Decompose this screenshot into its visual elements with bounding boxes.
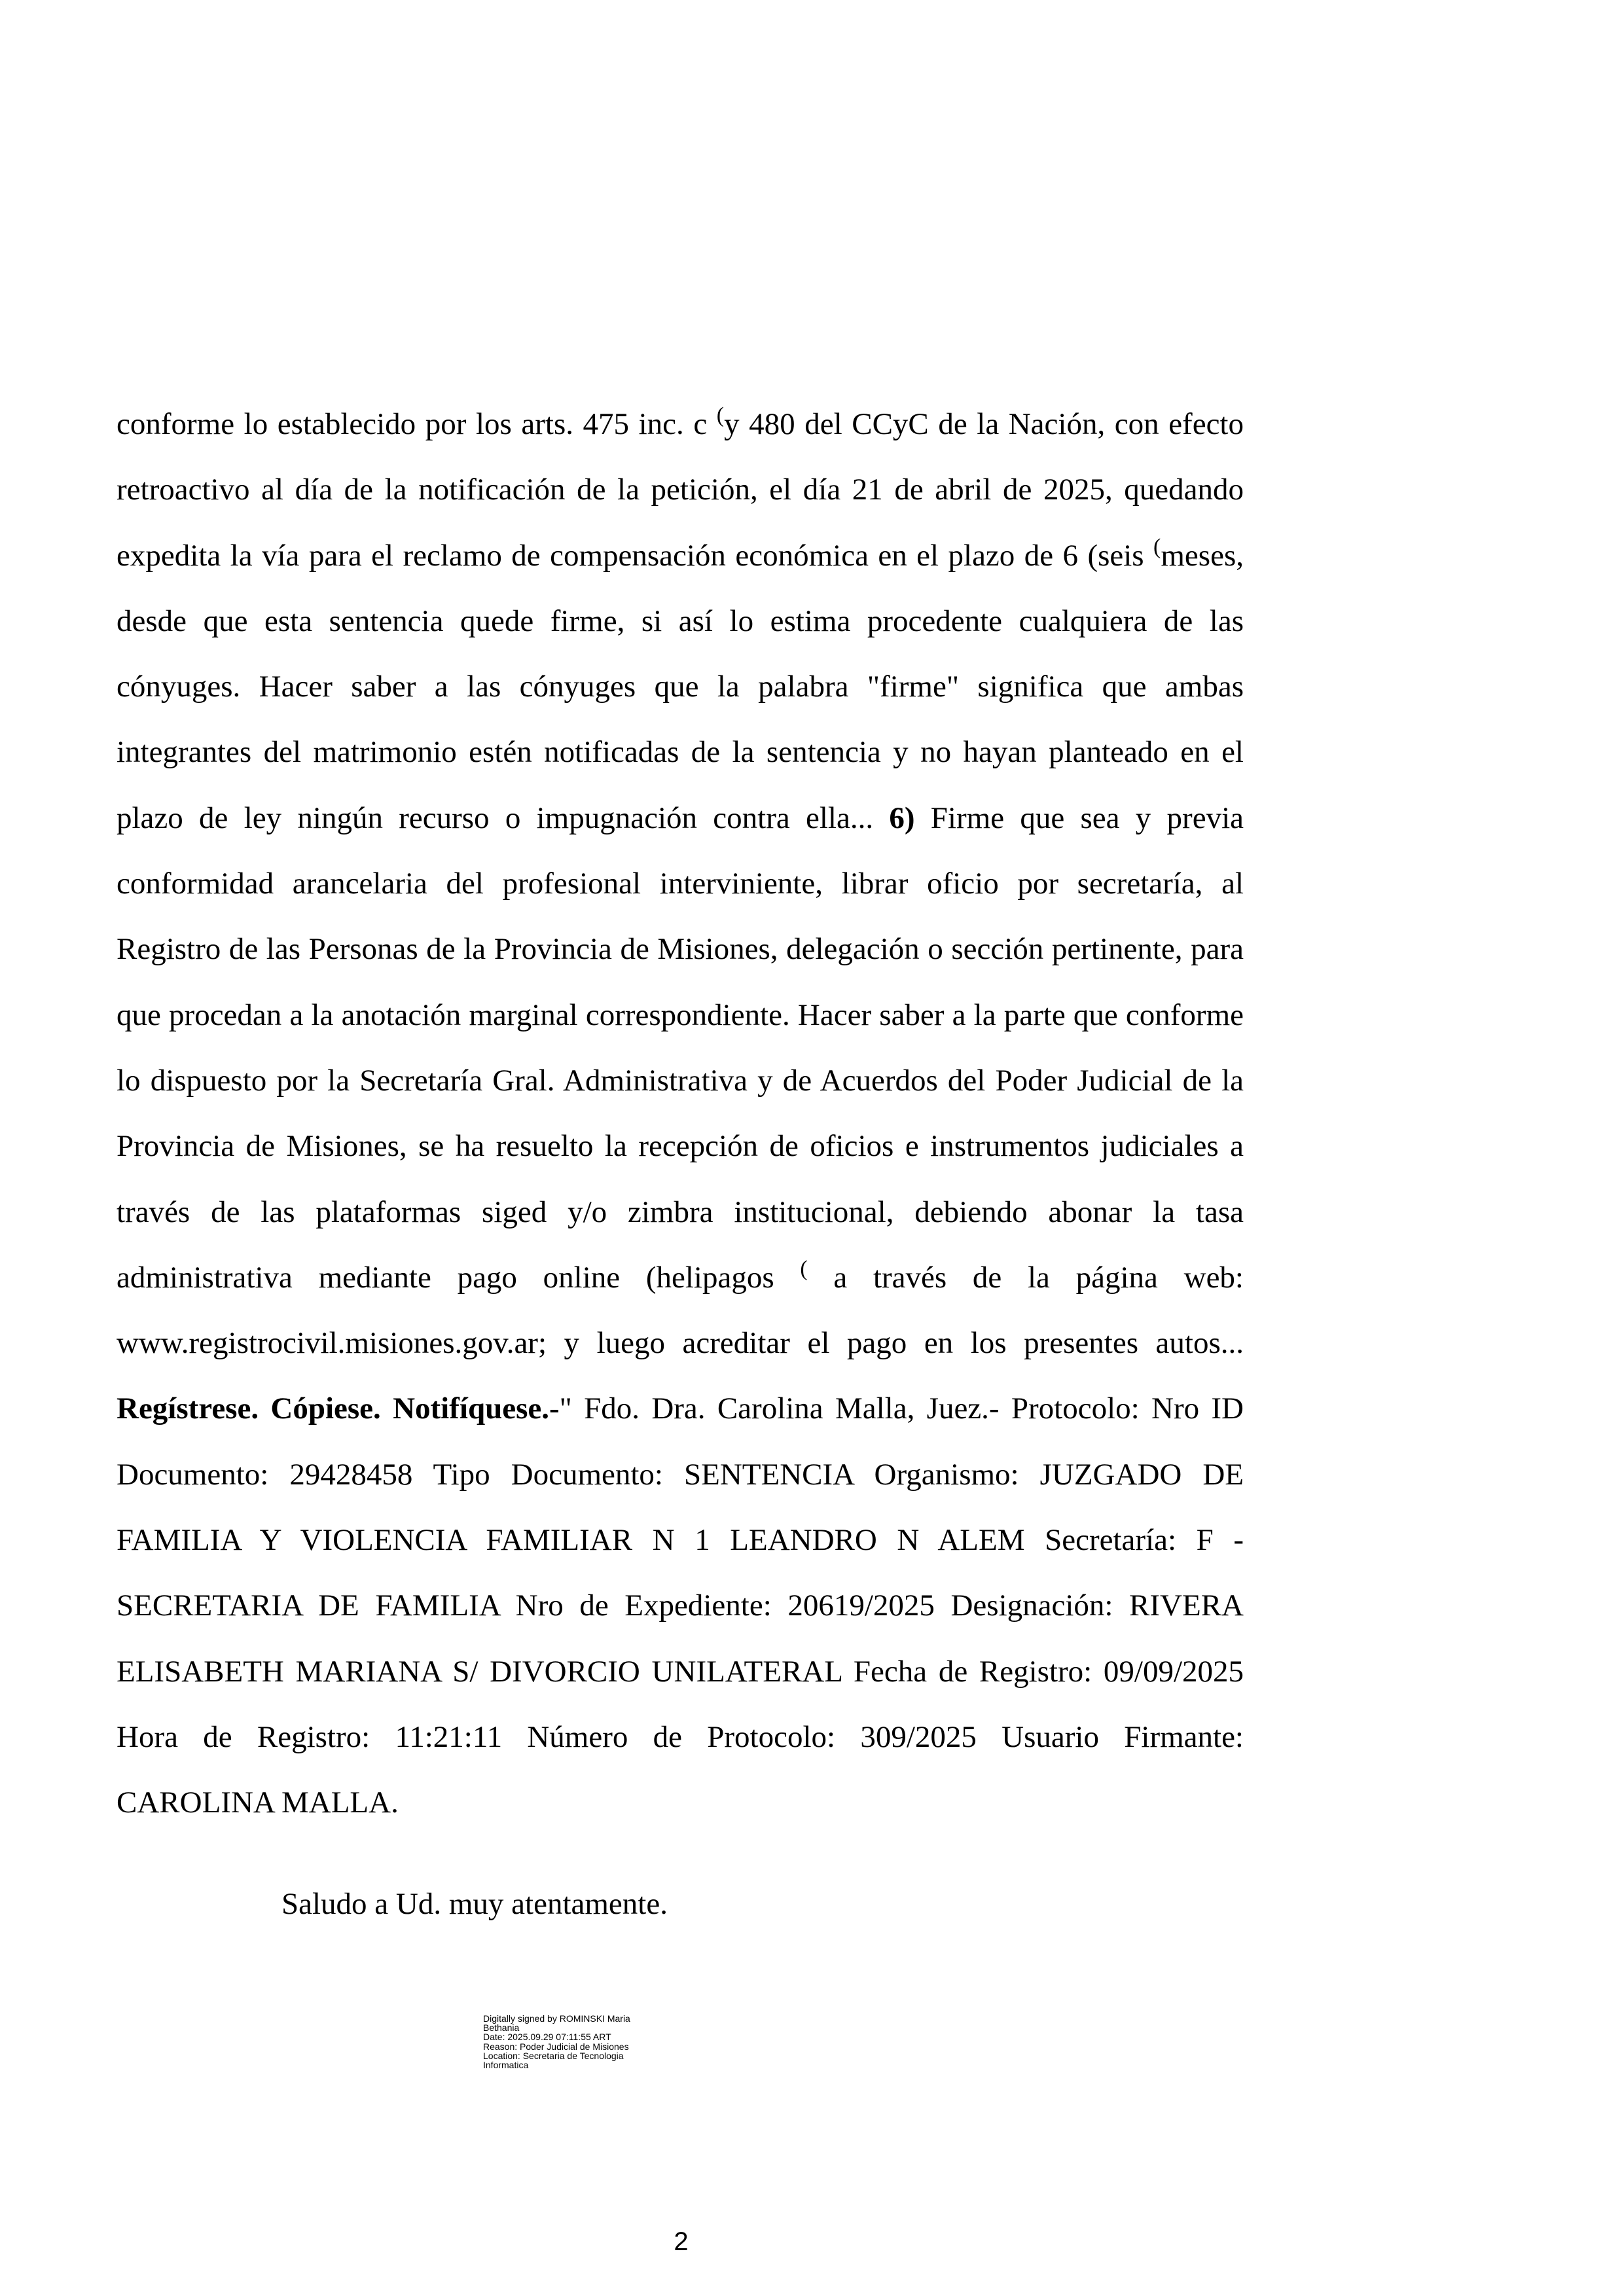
bold-closing-formula: Regístrese. Cópiese. Notifíquese.- bbox=[117, 1391, 560, 1426]
superscript-parenthesis: ( bbox=[716, 403, 725, 427]
paragraph-text bbox=[117, 391, 1244, 1836]
text-run: Firme que sea y previa conformidad arancelaria del profesional interviniente, librar oficio por secretaría, al Registro de las Personas de la Provincia de Misiones, delegación o sección pertinente, para que procedan a la anotación marginal correspondiente. Hacer saber a la parte que conforme lo dispuesto por la Secretaría Gral. Administrativa y de Acuerdos del Poder Judicial de la Provincia de Misiones, se ha resuelto la recepción de oficios e instrumentos judiciales a través de las plataformas siged y/o zimbra institucional, debiendo abonar la tasa administrativa mediante pago online (helipagos bbox=[117, 800, 1244, 1295]
text-run: " Fdo. Dra. Carolina Malla, Juez.- Protocolo: Nro ID Documento: 29428458 Tipo Documento: SENTENCIA Organismo: JUZGADO DE FAMILIA Y VIOLENCIA FAMILIAR N 1 LEANDRO N ALEM Secretaría: F - SECRETARIA DE FAMILIA Nro de Expediente: 20619/2025 Designación: RIVERA ELISABETH MARIANA S/ DIVORCIO UNILATERAL Fecha de Registro: 09/09/2025 Hora de Registro: 11:21:11 Número de Protocolo: 309/2025 Usuario Firmante: CAROLINA MALLA. bbox=[117, 1391, 1244, 1820]
signature-line: Date: 2025.09.29 07:11:55 ART bbox=[483, 2032, 611, 2043]
superscript-parenthesis: ( bbox=[1153, 534, 1161, 559]
text-run: y 480 del CCyC de la Nación, con efecto retroactivo al día de la notificación de la petición, el día 21 de abril de 2025, quedando expedita la vía para el reclamo de compensación económica en el plazo de 6 (seis bbox=[117, 407, 1244, 573]
text-run: conforme lo establecido por los arts. 475 inc. c bbox=[117, 407, 717, 441]
bold-item-number: 6) bbox=[889, 800, 915, 835]
text-run: meses, desde que esta sentencia quede firme, si así lo estima procedente cualquiera de las cónyuges. Hacer saber a las cónyuges que la palabra "firme" significa que ambas integrantes del matrimonio estén notificadas de la sentencia y no hayan planteado en el plazo de ley ningún recurso o impugnación contra ella... bbox=[117, 538, 1244, 835]
body-paragraph bbox=[117, 391, 1244, 1836]
closing-greeting: Saludo a Ud. muy atentamente. bbox=[281, 1887, 668, 1921]
page-number: 2 bbox=[674, 2227, 689, 2256]
digital-signature-block bbox=[483, 2014, 719, 2070]
text-run: a través de la página web: www.registrocivil.misiones.gov.ar; y luego acreditar el pago en los presentes autos... bbox=[117, 1260, 1244, 1361]
signature-line: Reason: Poder Judicial de Misiones bbox=[483, 2041, 629, 2052]
signature-line: Digitally signed by ROMINSKI Maria bbox=[483, 2013, 630, 2024]
signature-line: Location: Secretaria de Tecnologia bbox=[483, 2050, 624, 2061]
superscript-parenthesis: ( bbox=[800, 1256, 808, 1281]
signature-line: Informatica bbox=[483, 2060, 529, 2071]
signature-line: Bethania bbox=[483, 2022, 520, 2034]
